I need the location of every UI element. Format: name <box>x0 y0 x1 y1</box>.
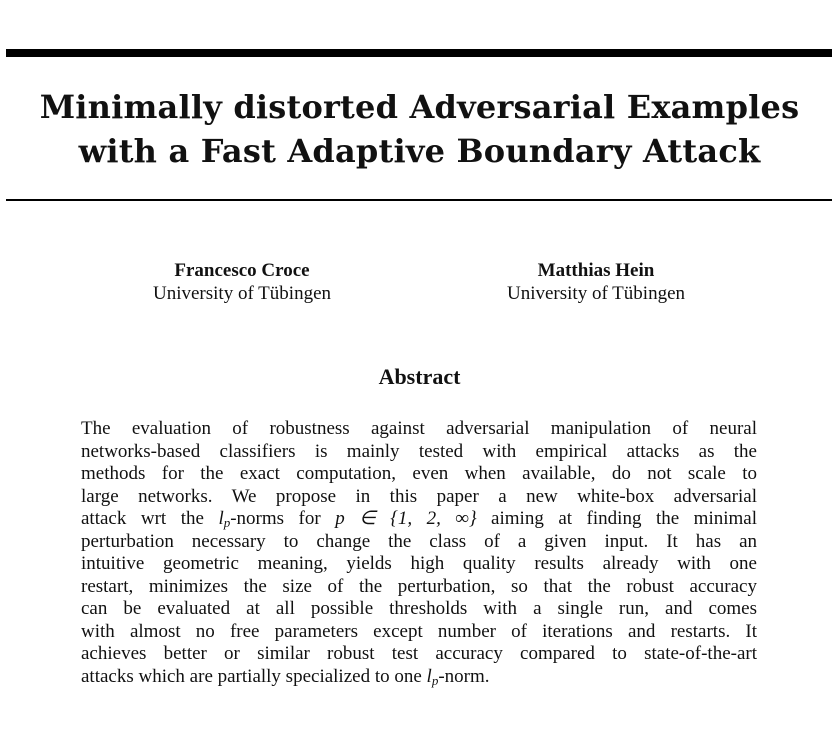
abstract-line: achieves better or similar robust test accuracy compared to state-of-the-art <box>81 643 757 664</box>
author-block-2 <box>456 259 736 305</box>
abstract-line: methods for the exact computation, even when available, do not scale to <box>81 463 757 484</box>
math-l: l <box>426 665 432 687</box>
math-l: l <box>218 508 224 529</box>
abstract-line: intuitive geometric meaning, yields high quality results already with one <box>81 553 757 574</box>
abstract-line-lp <box>81 508 757 531</box>
author-affiliation: University of Tübingen <box>152 283 331 304</box>
math-p-subscript: p <box>223 515 231 530</box>
abstract-line: restart, minimizes the size of the perturbation, so that the robust accuracy <box>81 575 757 597</box>
author-block-1 <box>102 259 382 305</box>
abstract-text: -norm. <box>438 665 490 687</box>
paper-title <box>0 85 839 173</box>
title-bottom-rule <box>6 199 832 201</box>
abstract-line-lp-last <box>81 666 757 689</box>
math-p-subscript: p <box>431 672 439 688</box>
author-name: Francesco Croce <box>174 260 310 281</box>
abstract-line: networks-based classifiers is mainly tested with empirical attacks as the <box>81 440 757 462</box>
abstract-text: attack wrt the <box>81 508 219 529</box>
math-p-set: p ∈ {1, 2, ∞} <box>335 508 477 529</box>
top-rule <box>6 49 832 57</box>
abstract-line: can be evaluated at all possible thresholds with a single run, and comes <box>81 598 757 619</box>
abstract-heading: Abstract <box>378 364 461 389</box>
abstract-text: -norms for <box>230 508 336 529</box>
abstract-line: with almost no free parameters except number of iterations and restarts. It <box>81 620 757 642</box>
abstract-line: large networks. We propose in this paper a new white-box adversarial <box>81 485 757 507</box>
abstract-text: attacks which are partially specialized to one <box>81 665 427 687</box>
author-name: Matthias Hein <box>537 260 655 281</box>
title-line-2: with a Fast Adaptive Boundary Attack <box>78 132 761 170</box>
author-affiliation: University of Tübingen <box>506 283 685 304</box>
title-line-1: Minimally distorted Adversarial Examples <box>39 88 800 126</box>
abstract-line: perturbation necessary to change the class of a given input. It has an <box>81 530 757 552</box>
abstract-text: aiming at finding the minimal <box>476 508 757 529</box>
abstract-line: The evaluation of robustness against adversarial manipulation of neural <box>81 418 757 439</box>
abstract-body <box>81 418 757 688</box>
